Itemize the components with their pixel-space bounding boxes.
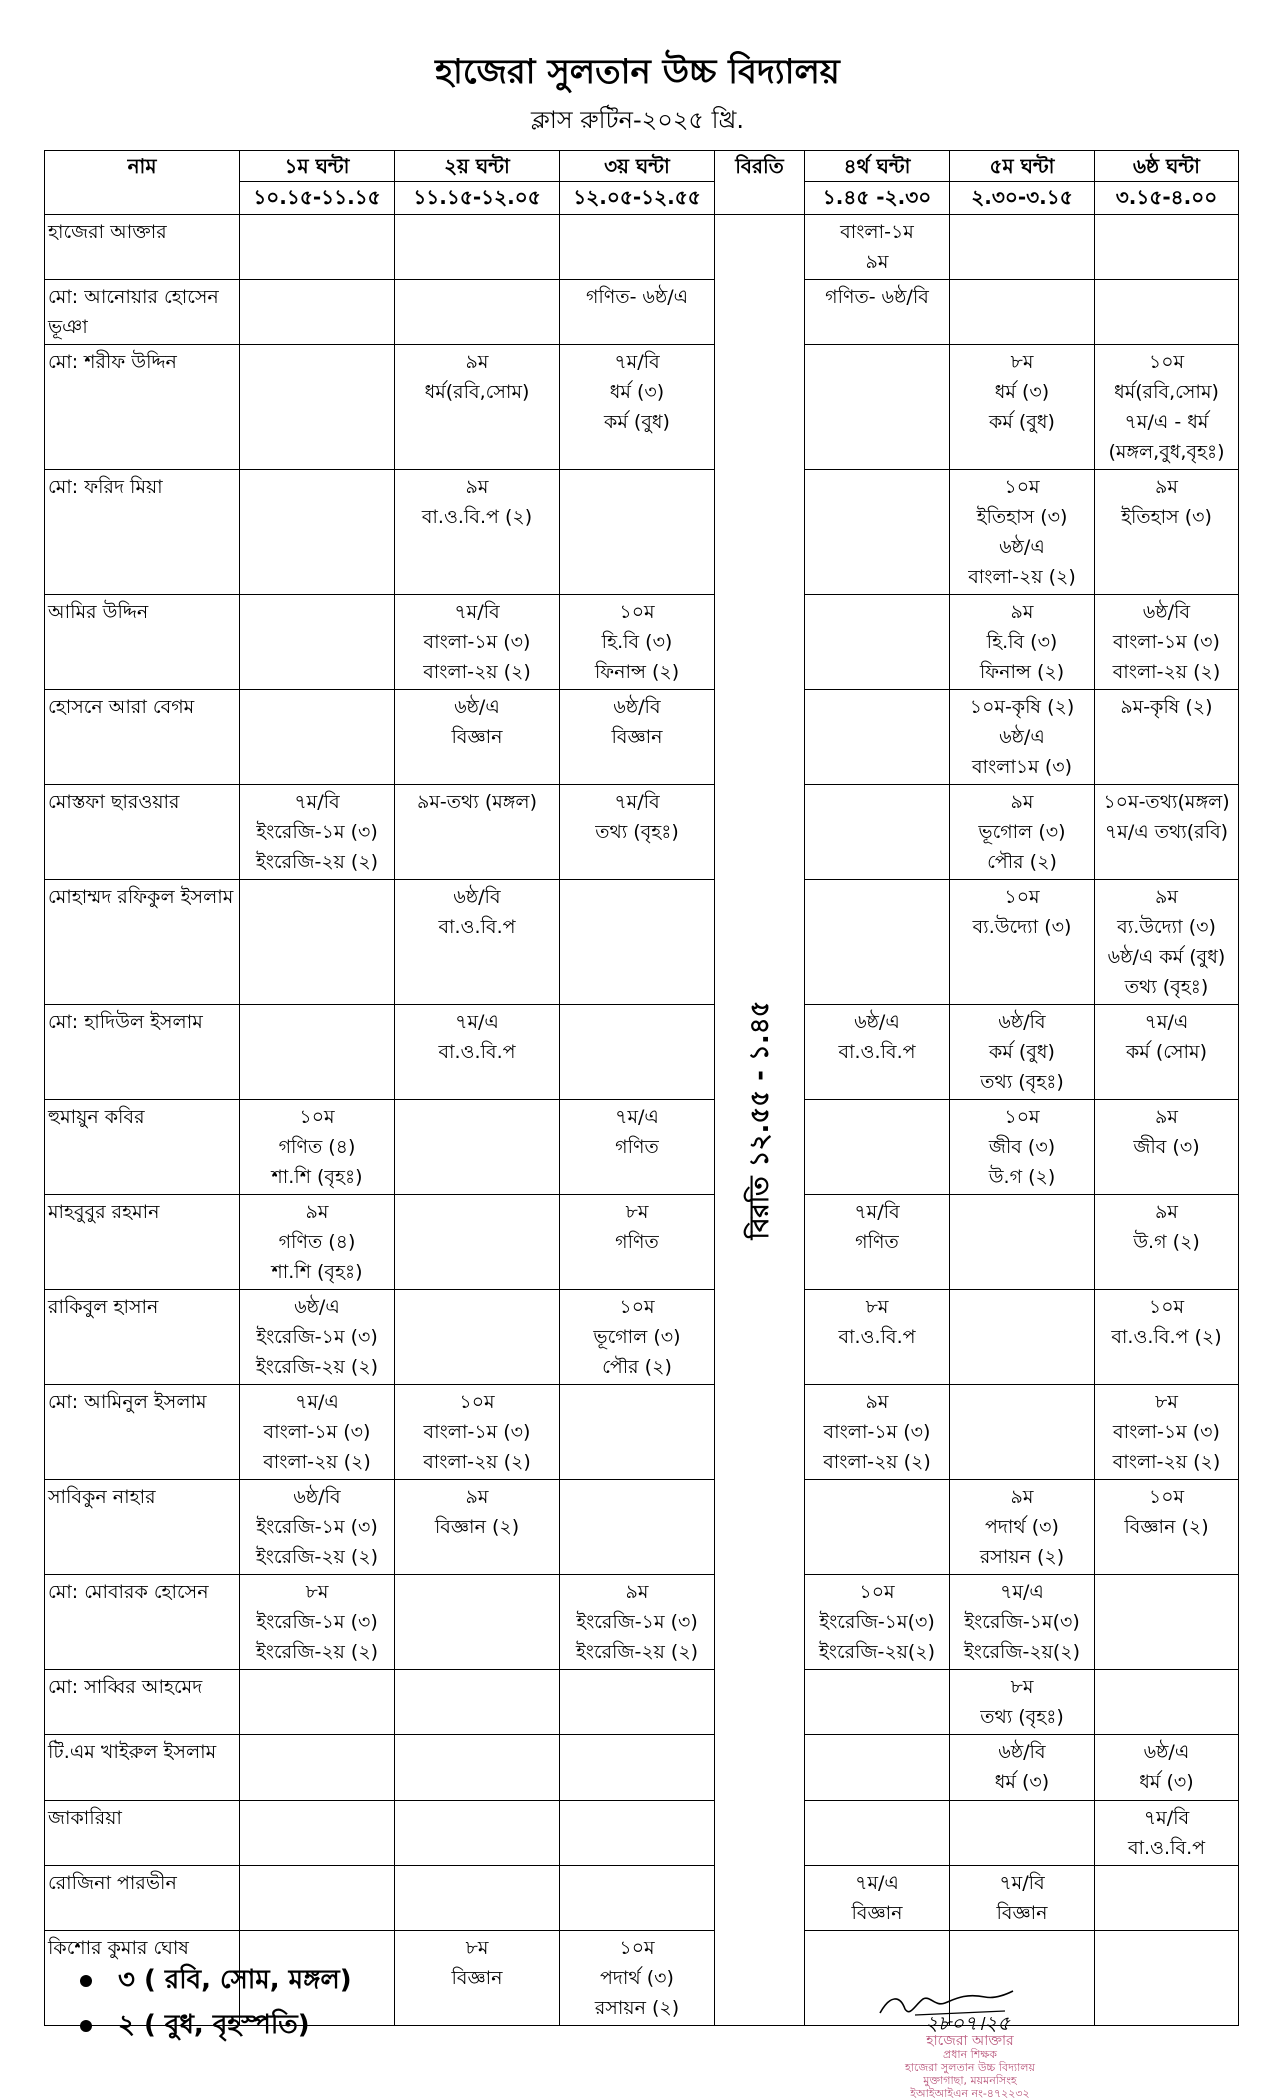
period-cell bbox=[1095, 1866, 1239, 1931]
period-cell bbox=[240, 1801, 395, 1866]
period-cell: ৯ম-কৃষি (২) bbox=[1095, 690, 1239, 785]
table-row bbox=[45, 880, 1239, 1005]
period-cell: ৯ম ভূগোল (৩) পৌর (২) bbox=[950, 785, 1095, 880]
period-cell bbox=[240, 1866, 395, 1931]
period-cell: ১০ম ধর্ম(রবি,সোম) ৭ম/এ - ধর্ম (মঙ্গল,বুধ,বৃহঃ) bbox=[1095, 345, 1239, 470]
teacher-name: মাহবুবুর রহমান bbox=[45, 1195, 240, 1290]
teacher-name: রাকিবুল হাসান bbox=[45, 1290, 240, 1385]
period-cell: ৭ম/এ ইংরেজি-১ম(৩) ইংরেজি-২য়(২) bbox=[950, 1575, 1095, 1670]
period-cell bbox=[560, 1801, 715, 1866]
period-cell: ৯ম বিজ্ঞান (২) bbox=[395, 1480, 560, 1575]
period-cell bbox=[1095, 1670, 1239, 1735]
column-label: ৬ষ্ঠ ঘন্টা bbox=[1133, 154, 1200, 178]
column-header-break bbox=[715, 151, 805, 215]
footer-note bbox=[80, 2003, 352, 2048]
table-row bbox=[45, 1801, 1239, 1866]
stamp-line: হাজেরা সুলতান উচ্চ বিদ্যালয় bbox=[905, 2061, 1035, 2074]
period-cell bbox=[805, 690, 950, 785]
period-cell: ১০ম ভূগোল (৩) পৌর (২) bbox=[560, 1290, 715, 1385]
period-cell bbox=[560, 1670, 715, 1735]
teacher-name: মোহাম্মদ রফিকুল ইসলাম bbox=[45, 880, 240, 1005]
period-cell: ৯ম ধর্ম(রবি,সোম) bbox=[395, 345, 560, 470]
teacher-name: মো: ফরিদ মিয়া bbox=[45, 470, 240, 595]
period-cell: ৬ষ্ঠ/বি কর্ম (বুধ) তথ্য (বৃহঃ) bbox=[950, 1005, 1095, 1100]
period-cell bbox=[1095, 1575, 1239, 1670]
period-cell bbox=[395, 1195, 560, 1290]
period-cell: ৭ম/বি ধর্ম (৩) কর্ম (বুধ) bbox=[560, 345, 715, 470]
period-cell bbox=[395, 1670, 560, 1735]
period-cell bbox=[805, 470, 950, 595]
period-cell bbox=[240, 690, 395, 785]
period-cell bbox=[805, 1735, 950, 1801]
break-column bbox=[715, 215, 805, 2026]
period-cell: ৮ম বাংলা-১ম (৩) বাংলা-২য় (২) bbox=[1095, 1385, 1239, 1480]
headmaster-signature-seal bbox=[845, 1985, 1095, 2100]
column-time: ১.৪৫ -২.৩০ bbox=[805, 181, 949, 214]
period-cell: ৬ষ্ঠ/বি বাংলা-১ম (৩) বাংলা-২য় (২) bbox=[1095, 595, 1239, 690]
stamp-line: প্রধান শিক্ষক bbox=[943, 2048, 997, 2061]
teacher-name: মো: সাব্বির আহমেদ bbox=[45, 1670, 240, 1735]
period-cell: ৬ষ্ঠ/এ ধর্ম (৩) bbox=[1095, 1735, 1239, 1801]
column-header bbox=[395, 151, 560, 215]
teacher-name: মো: আনোয়ার হোসেন ভূঞা bbox=[45, 280, 240, 345]
column-label: ২য় ঘন্টা bbox=[444, 154, 510, 178]
period-cell: ৬ষ্ঠ/বি বিজ্ঞান bbox=[560, 690, 715, 785]
table-row bbox=[45, 785, 1239, 880]
period-cell bbox=[805, 1100, 950, 1195]
period-cell bbox=[805, 880, 950, 1005]
table-row bbox=[45, 1005, 1239, 1100]
period-cell: ১০ম হি.বি (৩) ফিনান্স (২) bbox=[560, 595, 715, 690]
header-row bbox=[45, 151, 1239, 215]
table-row bbox=[45, 690, 1239, 785]
routine-subtitle: ক্লাস রুটিন-২০২৫ খ্রি. bbox=[531, 106, 744, 134]
column-label: ১ম ঘন্টা bbox=[284, 154, 350, 178]
teacher-name: মো: মোবারক হোসেন bbox=[45, 1575, 240, 1670]
period-cell: ৯ম ইতিহাস (৩) bbox=[1095, 470, 1239, 595]
class-routine-table bbox=[44, 150, 1239, 2026]
teacher-name: হুমায়ুন কবির bbox=[45, 1100, 240, 1195]
period-cell: ১০ম বিজ্ঞান (২) bbox=[1095, 1480, 1239, 1575]
period-cell: ৯ম বা.ও.বি.প (২) bbox=[395, 470, 560, 595]
period-cell: ১০ম-কৃষি (২) ৬ষ্ঠ/এ বাংলা১ম (৩) bbox=[950, 690, 1095, 785]
period-cell bbox=[240, 345, 395, 470]
period-cell bbox=[1095, 215, 1239, 280]
table-row bbox=[45, 1195, 1239, 1290]
teacher-name: মো: হাদিউল ইসলাম bbox=[45, 1005, 240, 1100]
period-cell bbox=[240, 215, 395, 280]
table-row bbox=[45, 470, 1239, 595]
period-cell bbox=[395, 1575, 560, 1670]
period-cell bbox=[560, 1866, 715, 1931]
period-cell: ৮ম গণিত bbox=[560, 1195, 715, 1290]
column-header bbox=[45, 151, 240, 215]
period-cell: ৭ম/বি বাংলা-১ম (৩) বাংলা-২য় (২) bbox=[395, 595, 560, 690]
teacher-name: রোজিনা পারভীন bbox=[45, 1866, 240, 1931]
period-cell: ৮ম ইংরেজি-১ম (৩) ইংরেজি-২য় (২) bbox=[240, 1575, 395, 1670]
period-cell: ৯ম ইংরেজি-১ম (৩) ইংরেজি-২য় (২) bbox=[560, 1575, 715, 1670]
teacher-name: মো: শরীফ উদ্দিন bbox=[45, 345, 240, 470]
column-label: নাম bbox=[127, 154, 157, 178]
period-cell: ৮ম ধর্ম (৩) কর্ম (বুধ) bbox=[950, 345, 1095, 470]
period-cell: ১০ম পদার্থ (৩) রসায়ন (২) bbox=[560, 1931, 715, 2026]
table-row bbox=[45, 1670, 1239, 1735]
bullet-icon bbox=[80, 2020, 92, 2032]
period-cell: ৭ম/এ বাংলা-১ম (৩) বাংলা-২য় (২) bbox=[240, 1385, 395, 1480]
period-cell bbox=[240, 1005, 395, 1100]
period-cell: ১০ম-তথ্য(মঙ্গল) ৭ম/এ তথ্য(রবি) bbox=[1095, 785, 1239, 880]
period-cell bbox=[805, 1480, 950, 1575]
period-cell bbox=[950, 280, 1095, 345]
period-cell: ৭ম/বি গণিত bbox=[805, 1195, 950, 1290]
column-header bbox=[240, 151, 395, 215]
period-cell bbox=[560, 1005, 715, 1100]
teacher-name: হাজেরা আক্তার bbox=[45, 215, 240, 280]
stamp-line: হাজেরা আক্তার bbox=[926, 2033, 1014, 2049]
period-cell bbox=[395, 1866, 560, 1931]
period-cell: ৬ষ্ঠ/এ ইংরেজি-১ম (৩) ইংরেজি-২য় (২) bbox=[240, 1290, 395, 1385]
period-cell bbox=[240, 880, 395, 1005]
period-cell: ৯ম-তথ্য (মঙ্গল) bbox=[395, 785, 560, 880]
table-row bbox=[45, 345, 1239, 470]
period-cell: ৭ম/এ কর্ম (সোম) bbox=[1095, 1005, 1239, 1100]
teacher-name: মো: আমিনুল ইসলাম bbox=[45, 1385, 240, 1480]
period-cell bbox=[560, 1480, 715, 1575]
period-cell: ৭ম/এ গণিত bbox=[560, 1100, 715, 1195]
table-row bbox=[45, 595, 1239, 690]
signature-date: ২৮০৭।২৫ bbox=[925, 2011, 1011, 2035]
period-cell: ৭ম/এ বিজ্ঞান bbox=[805, 1866, 950, 1931]
period-cell: ৯ম বাংলা-১ম (৩) বাংলা-২য় (২) bbox=[805, 1385, 950, 1480]
table-row bbox=[45, 215, 1239, 280]
period-cell bbox=[560, 1735, 715, 1801]
table-row bbox=[45, 1290, 1239, 1385]
period-cell: ৯ম উ.গ (২) bbox=[1095, 1195, 1239, 1290]
column-label: বিরতি bbox=[735, 154, 784, 178]
footer-notes bbox=[80, 1958, 352, 2048]
footer-note-text: ২ ( বুধ, বৃহস্পতি) bbox=[118, 2010, 310, 2040]
routine-body bbox=[45, 215, 1239, 2026]
period-cell bbox=[950, 1290, 1095, 1385]
period-cell bbox=[950, 1801, 1095, 1866]
period-cell: ৬ষ্ঠ/বি ধর্ম (৩) bbox=[950, 1735, 1095, 1801]
period-cell: ১০ম গণিত (৪) শা.শি (বৃহঃ) bbox=[240, 1100, 395, 1195]
period-cell: ৯ম ব্য.উদ্যো (৩) ৬ষ্ঠ/এ কর্ম (বুধ) তথ্য (বৃহঃ) bbox=[1095, 880, 1239, 1005]
period-cell: বাংলা-১ম ৯ম bbox=[805, 215, 950, 280]
period-cell: ১০ম জীব (৩) উ.গ (২) bbox=[950, 1100, 1095, 1195]
table-row bbox=[45, 280, 1239, 345]
table-row bbox=[45, 1385, 1239, 1480]
period-cell: ৮ম বা.ও.বি.প bbox=[805, 1290, 950, 1385]
period-cell: ১০ম ইতিহাস (৩) ৬ষ্ঠ/এ বাংলা-২য় (২) bbox=[950, 470, 1095, 595]
period-cell bbox=[805, 1670, 950, 1735]
period-cell: ৯ম জীব (৩) bbox=[1095, 1100, 1239, 1195]
period-cell: ৭ম/বি বা.ও.বি.প bbox=[1095, 1801, 1239, 1866]
column-label: ৪র্থ ঘন্টা bbox=[843, 154, 911, 178]
period-cell bbox=[560, 880, 715, 1005]
period-cell bbox=[560, 1385, 715, 1480]
teacher-name: সাবিকুন নাহার bbox=[45, 1480, 240, 1575]
footer-note bbox=[80, 1958, 352, 2003]
period-cell: ৬ষ্ঠ/এ বা.ও.বি.প bbox=[805, 1005, 950, 1100]
period-cell: ১০ম ব্য.উদ্যো (৩) bbox=[950, 880, 1095, 1005]
period-cell bbox=[805, 345, 950, 470]
period-cell: ৭ম/বি বিজ্ঞান bbox=[950, 1866, 1095, 1931]
table-row bbox=[45, 1480, 1239, 1575]
teacher-name: জাকারিয়া bbox=[45, 1801, 240, 1866]
table-row bbox=[45, 1575, 1239, 1670]
period-cell: ৮ম বিজ্ঞান bbox=[395, 1931, 560, 2026]
period-cell: গণিত- ৬ষ্ঠ/বি bbox=[805, 280, 950, 345]
column-header bbox=[1095, 151, 1239, 215]
period-cell: ৯ম গণিত (৪) শা.শি (বৃহঃ) bbox=[240, 1195, 395, 1290]
period-cell bbox=[395, 1801, 560, 1866]
stamp-line: মুক্তাগাছা, ময়মনসিংহ bbox=[923, 2074, 1017, 2087]
table-row bbox=[45, 1735, 1239, 1801]
period-cell: ৬ষ্ঠ/বি বা.ও.বি.প bbox=[395, 880, 560, 1005]
period-cell bbox=[240, 280, 395, 345]
period-cell bbox=[805, 595, 950, 690]
school-title: হাজেরা সুলতান উচ্চ বিদ্যালয় bbox=[435, 52, 840, 92]
bullet-icon bbox=[80, 1975, 92, 1987]
period-cell bbox=[395, 1100, 560, 1195]
period-cell: ৭ম/বি ইংরেজি-১ম (৩) ইংরেজি-২য় (২) bbox=[240, 785, 395, 880]
period-cell: ১০ম বা.ও.বি.প (২) bbox=[1095, 1290, 1239, 1385]
official-stamp bbox=[845, 2035, 1095, 2100]
period-cell bbox=[240, 1670, 395, 1735]
table-row bbox=[45, 1866, 1239, 1931]
period-cell bbox=[1095, 1931, 1239, 2026]
period-cell: গণিত- ৬ষ্ঠ/এ bbox=[560, 280, 715, 345]
period-cell bbox=[395, 1290, 560, 1385]
period-cell bbox=[950, 215, 1095, 280]
column-time: ১১.১৫-১২.০৫ bbox=[395, 181, 559, 214]
column-time: ২.৩০-৩.১৫ bbox=[950, 181, 1094, 214]
column-header bbox=[805, 151, 950, 215]
period-cell bbox=[240, 595, 395, 690]
period-cell: ৬ষ্ঠ/এ বিজ্ঞান bbox=[395, 690, 560, 785]
period-cell: ৮ম তথ্য (বৃহঃ) bbox=[950, 1670, 1095, 1735]
column-time: ১০.১৫-১১.১৫ bbox=[240, 181, 394, 214]
period-cell: ৯ম পদার্থ (৩) রসায়ন (২) bbox=[950, 1480, 1095, 1575]
column-label: ৩য় ঘন্টা bbox=[604, 154, 670, 178]
period-cell bbox=[805, 1801, 950, 1866]
period-cell: ১০ম বাংলা-১ম (৩) বাংলা-২য় (২) bbox=[395, 1385, 560, 1480]
period-cell bbox=[240, 1735, 395, 1801]
footer-note-text: ৩ ( রবি, সোম, মঙ্গল) bbox=[118, 1965, 352, 1995]
period-cell: ৭ম/এ বা.ও.বি.প bbox=[395, 1005, 560, 1100]
teacher-name: হোসনে আরা বেগম bbox=[45, 690, 240, 785]
period-cell: ৭ম/বি তথ্য (বৃহঃ) bbox=[560, 785, 715, 880]
period-cell bbox=[950, 1385, 1095, 1480]
column-header bbox=[560, 151, 715, 215]
teacher-name: কিশোর কুমার ঘোষ bbox=[45, 1931, 240, 2026]
break-time-label: বিরতি ১২.৫৫ - ১.৪৫ bbox=[744, 1000, 775, 1240]
teacher-name: টি.এম খাইরুল ইসলাম bbox=[45, 1735, 240, 1801]
column-time: ১২.০৫-১২.৫৫ bbox=[560, 181, 714, 214]
period-cell bbox=[560, 470, 715, 595]
period-cell: ৯ম হি.বি (৩) ফিনান্স (২) bbox=[950, 595, 1095, 690]
period-cell bbox=[240, 470, 395, 595]
period-cell bbox=[1095, 280, 1239, 345]
stamp-line: ইআইআইএন নং-৪৭২২৩২ bbox=[910, 2087, 1030, 2100]
table-row bbox=[45, 1100, 1239, 1195]
period-cell: ৬ষ্ঠ/বি ইংরেজি-১ম (৩) ইংরেজি-২য় (২) bbox=[240, 1480, 395, 1575]
period-cell bbox=[395, 1735, 560, 1801]
period-cell bbox=[805, 785, 950, 880]
column-header bbox=[950, 151, 1095, 215]
period-cell bbox=[395, 280, 560, 345]
period-cell: ১০ম ইংরেজি-১ম(৩) ইংরেজি-২য়(২) bbox=[805, 1575, 950, 1670]
column-label: ৫ম ঘন্টা bbox=[989, 154, 1055, 178]
period-cell bbox=[395, 215, 560, 280]
period-cell bbox=[560, 215, 715, 280]
period-cell bbox=[950, 1195, 1095, 1290]
teacher-name: আমির উদ্দিন bbox=[45, 595, 240, 690]
teacher-name: মোস্তফা ছারওয়ার bbox=[45, 785, 240, 880]
column-time: ৩.১৫-৪.০০ bbox=[1095, 181, 1238, 214]
